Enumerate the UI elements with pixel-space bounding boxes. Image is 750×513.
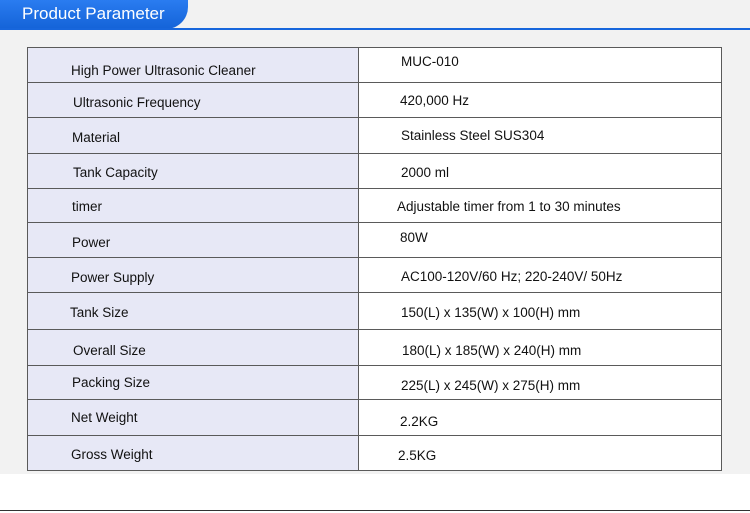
section-header-tab xyxy=(0,0,188,29)
param-value: 180(L) x 185(W) x 240(H) mm xyxy=(402,343,582,358)
param-label-cell xyxy=(28,258,359,293)
param-label-cell xyxy=(28,330,359,366)
param-value: 225(L) x 245(W) x 275(H) mm xyxy=(401,378,581,393)
param-label: timer xyxy=(72,199,102,214)
param-value: 2000 ml xyxy=(401,164,450,180)
bottom-divider xyxy=(0,510,750,511)
param-value-cell xyxy=(359,223,722,258)
param-label: Power xyxy=(72,234,111,250)
param-value-cell xyxy=(359,83,722,118)
table-row xyxy=(28,118,722,154)
param-label-cell xyxy=(28,154,359,189)
param-label-cell xyxy=(28,436,359,471)
param-label: Ultrasonic Frequency xyxy=(73,94,201,110)
param-value: AC100-120V/60 Hz; 220-240V/ 50Hz xyxy=(401,268,623,284)
param-label-cell xyxy=(28,118,359,154)
header-divider xyxy=(0,28,750,30)
param-label: Power Supply xyxy=(71,269,155,285)
table-row xyxy=(28,83,722,118)
param-label: High Power Ultrasonic Cleaner xyxy=(71,62,256,78)
param-label-cell xyxy=(28,189,359,223)
param-value-cell xyxy=(359,189,722,223)
param-value: Stainless Steel SUS304 xyxy=(401,128,545,143)
param-label: Overall Size xyxy=(73,343,146,358)
param-value-cell xyxy=(359,118,722,154)
param-label: Packing Size xyxy=(72,375,151,390)
param-value-cell xyxy=(359,400,722,436)
param-value: 420,000 Hz xyxy=(400,92,470,108)
param-label: Tank Size xyxy=(70,304,129,320)
table-row xyxy=(28,330,722,366)
param-value-cell xyxy=(359,330,722,366)
param-label: Tank Capacity xyxy=(73,164,158,180)
param-label-cell xyxy=(28,223,359,258)
param-value-cell xyxy=(359,436,722,471)
table-row xyxy=(28,400,722,436)
param-label-cell xyxy=(28,293,359,330)
param-label-cell xyxy=(28,83,359,118)
param-value: 80W xyxy=(400,229,428,245)
param-label-cell xyxy=(28,400,359,436)
table-row xyxy=(28,154,722,189)
param-label-cell xyxy=(28,366,359,400)
table-row xyxy=(28,223,722,258)
param-value-cell xyxy=(359,258,722,293)
table-row xyxy=(28,293,722,330)
param-label: Net Weight xyxy=(71,410,138,425)
param-value-cell xyxy=(359,154,722,189)
table-row xyxy=(28,436,722,471)
parameter-table xyxy=(27,47,722,471)
param-value: 2.5KG xyxy=(398,447,437,463)
param-value: Adjustable timer from 1 to 30 minutes xyxy=(397,199,621,214)
param-value-cell xyxy=(359,293,722,330)
param-value-cell xyxy=(359,48,722,83)
param-label-cell xyxy=(28,48,359,83)
table-row xyxy=(28,366,722,400)
table-row xyxy=(28,189,722,223)
param-label: Gross Weight xyxy=(71,446,153,462)
param-value: 150(L) x 135(W) x 100(H) mm xyxy=(401,304,581,320)
table-row xyxy=(28,258,722,293)
param-value: MUC-010 xyxy=(401,53,459,69)
param-value-cell xyxy=(359,366,722,400)
param-value: 2.2KG xyxy=(400,414,439,429)
param-label: Material xyxy=(72,130,121,145)
table-row xyxy=(28,48,722,83)
section-title: Product Parameter xyxy=(22,4,165,23)
